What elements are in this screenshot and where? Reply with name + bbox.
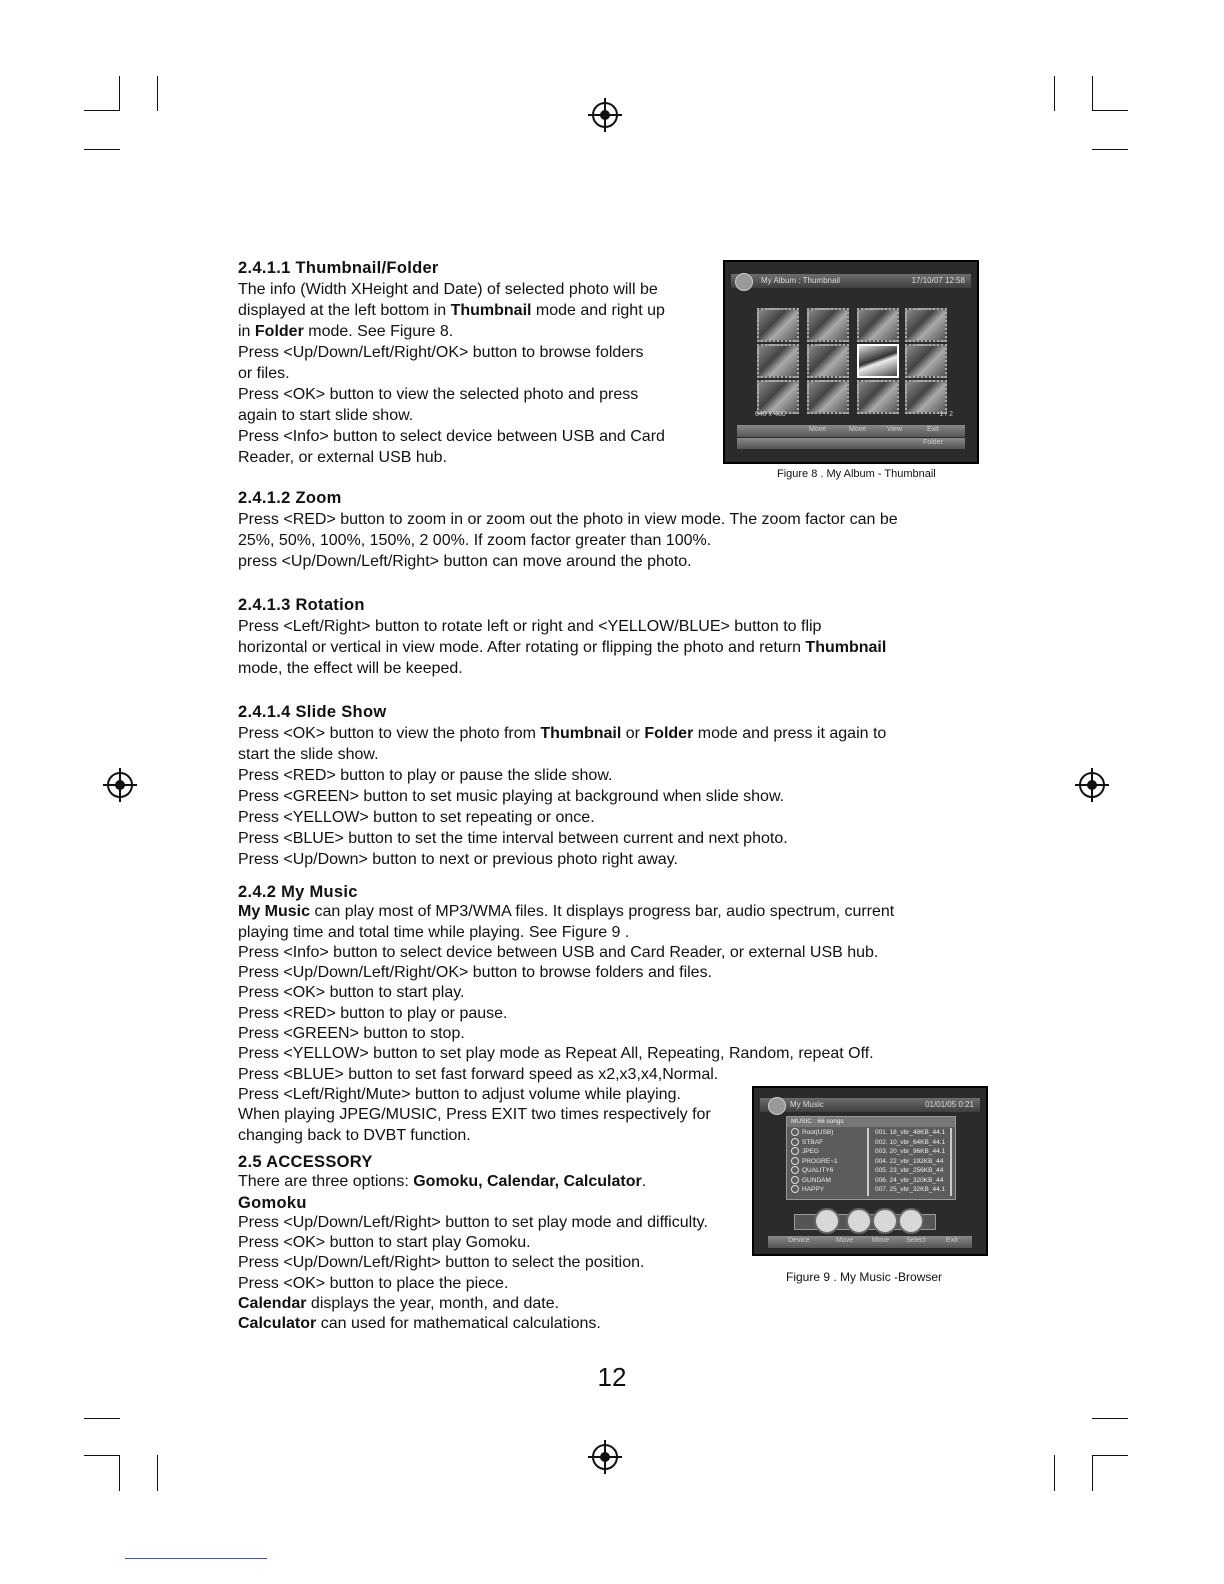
photo-thumbnail[interactable] — [757, 344, 799, 378]
crop-mark — [157, 1455, 158, 1491]
folder-button[interactable]: Folder — [923, 439, 943, 446]
crop-mark — [84, 1455, 120, 1456]
text-line: Press <Info> button to select device between USB and Card Reader, or external USB hub. — [238, 943, 879, 961]
crop-mark — [1092, 149, 1128, 150]
music-title-bar: My Music 01/01/05 0:21 — [760, 1098, 980, 1112]
file-list — [875, 1128, 947, 1195]
crop-mark — [84, 149, 120, 150]
crop-mark — [119, 76, 120, 111]
figure-9-music-browser — [752, 1086, 988, 1256]
folder-icon — [791, 1138, 799, 1146]
section-heading: 2.4.1.1 Thumbnail/Folder — [238, 259, 439, 277]
select-button[interactable]: Select — [906, 1237, 926, 1244]
text-line: Press <RED> button to zoom in or zoom out the photo in view mode. The zoom factor can be — [238, 511, 898, 528]
folder-icon — [791, 1185, 799, 1193]
text-line: Press <YELLOW> button to set repeating or once. — [238, 809, 595, 826]
music-list-header: MUSIC : 66 songs — [787, 1117, 955, 1127]
text-line: Calculator can used for mathematical calculations. — [238, 1315, 601, 1333]
move-button[interactable]: Move — [809, 426, 827, 433]
photo-size: 640 x 480 — [755, 411, 786, 418]
text-line: Press <Info> button to select device between USB and Card — [238, 428, 665, 445]
text-line: Press <GREEN> button to stop. — [238, 1025, 465, 1043]
photo-thumbnail[interactable] — [807, 308, 849, 342]
photo-thumbnail[interactable] — [757, 380, 799, 414]
file-item[interactable]: 002. 10_vbr_64KB_44.1 — [875, 1138, 946, 1146]
pause-button[interactable] — [846, 1208, 872, 1234]
text-line: Press <Up/Down/Left/Right/OK> button to browse folders — [238, 344, 644, 361]
photo-thumbnail[interactable] — [807, 380, 849, 414]
figure-8-album-thumbnail — [723, 260, 979, 464]
file-item[interactable]: 003. 20_vbr_96KB_44.1 — [875, 1148, 946, 1155]
text-line: mode, the effect will be keeped. — [238, 660, 463, 677]
text-line: changing back to DVBT function. — [238, 1126, 471, 1144]
music-list-panel — [786, 1116, 956, 1200]
photo-thumbnail[interactable] — [905, 380, 947, 414]
text-line: Press <GREEN> button to set music playing at background when slide show. — [238, 788, 785, 805]
text-line: My Music can play most of MP3/WMA files. It displays progress bar, audio spectrum, current — [238, 903, 895, 921]
crop-mark — [1092, 1418, 1128, 1419]
text-line: in Folder mode. See Figure 8. — [238, 323, 454, 340]
page-indicator: 1 / 2 — [939, 411, 953, 418]
text-line: Press <BLUE> button to set the time interval between current and next photo. — [238, 830, 788, 847]
gomoku-title: Gomoku — [238, 1193, 307, 1212]
text-line: Press <Left/Right> button to rotate left or right and <YELLOW/BLUE> button to flip — [238, 618, 822, 635]
text-line: playing time and total time while playing. See Figure 9 . — [238, 923, 630, 941]
section-slide-show — [238, 702, 886, 870]
photo-thumbnail[interactable] — [757, 308, 799, 342]
photo-thumbnail[interactable] — [807, 344, 849, 378]
play-button[interactable] — [814, 1208, 840, 1234]
text-line: Press <OK> button to view the photo from Thumbnail or Folder mode and press it again to — [238, 725, 887, 742]
section-heading: 2.5 ACCESSORY — [238, 1153, 373, 1171]
move-button[interactable]: Move — [872, 1237, 890, 1244]
exit-button[interactable]: Exit — [946, 1237, 958, 1244]
exit-button[interactable]: Exit — [927, 426, 939, 433]
photo-thumbnail[interactable] — [905, 308, 947, 342]
text-line: 25%, 50%, 100%, 150%, 2 00%. If zoom factor greater than 100%. — [238, 532, 712, 549]
page-number: 12 — [597, 1362, 627, 1392]
file-item[interactable]: 004. 22_vbr_192KB_44 — [875, 1157, 944, 1165]
file-item[interactable]: 005. 23_vbr_256KB_44 — [875, 1167, 944, 1174]
folder-icon — [791, 1166, 799, 1174]
text-line: Press <Up/Down/Left/Right/OK> button to browse folders and files. — [238, 964, 713, 982]
crop-mark — [84, 110, 120, 111]
device-button[interactable]: Device — [788, 1237, 810, 1244]
folder-item[interactable]: QUALITY6 — [791, 1166, 865, 1176]
text-line: The info (Width XHeight and Date) of selected photo will be — [238, 281, 658, 298]
music-button-bar — [768, 1236, 972, 1248]
registration-mark-icon — [1075, 768, 1109, 802]
crop-mark — [1092, 76, 1093, 111]
text-line: Press <OK> button to start play Gomoku. — [238, 1234, 531, 1252]
section-heading: 2.4.1.3 Rotation — [238, 596, 365, 614]
text-line: Press <RED> button to play or pause the slide show. — [238, 767, 613, 784]
stop-button[interactable] — [872, 1208, 898, 1234]
move-button[interactable]: Move — [836, 1237, 854, 1244]
folder-item[interactable]: Root(USB) — [791, 1128, 865, 1138]
crop-mark — [119, 1455, 120, 1491]
text-line: again to start slide show. — [238, 407, 414, 424]
text-line: displayed at the left bottom in Thumbnail mode and right up — [238, 302, 665, 319]
text-line: Press <Left/Right/Mute> button to adjust volume while playing. — [238, 1085, 681, 1103]
crop-mark — [1092, 1455, 1128, 1456]
folder-item[interactable]: STBAF — [791, 1138, 865, 1148]
figure-9-caption: Figure 9 . My Music -Browser — [786, 1270, 943, 1284]
photo-thumbnail[interactable] — [905, 344, 947, 378]
view-button[interactable]: View — [887, 426, 903, 433]
section-accessory — [238, 1152, 708, 1335]
folder-item[interactable]: JPEG — [791, 1147, 865, 1157]
album-title-bar: My Album : Thumbnail 17/10/07 12:58 — [731, 274, 971, 288]
text-line: Press <Up/Down/Left/Right> button to select the position. — [238, 1254, 645, 1272]
text-line: or files. — [238, 365, 290, 382]
photo-thumbnail-selected[interactable] — [857, 344, 899, 378]
text-line: Reader, or external USB hub. — [238, 449, 448, 466]
photo-thumbnail[interactable] — [857, 308, 899, 342]
folder-item[interactable]: GUNDAM — [791, 1176, 865, 1186]
file-item[interactable]: 006. 24_vbr_320KB_44 — [875, 1176, 944, 1184]
section-zoom — [238, 488, 898, 572]
text-line: Press <BLUE> button to set fast forward speed as x2,x3,x4,Normal. — [238, 1065, 719, 1083]
section-thumbnail-folder — [238, 258, 665, 468]
file-item[interactable]: 007. 25_vbr_32KB_44.1 — [875, 1186, 946, 1193]
album-folder-bar — [737, 438, 965, 449]
text-line: There are three options: Gomoku, Calendar, Calculator. — [238, 1173, 647, 1191]
text-line: Press <OK> button to place the piece. — [238, 1274, 509, 1292]
figure-8-caption: Figure 8 . My Album - Thumbnail — [777, 468, 936, 480]
music-logo-icon — [768, 1097, 786, 1115]
album-button-bar — [737, 425, 965, 437]
folder-icon — [791, 1147, 799, 1155]
text-line: When playing JPEG/MUSIC, Press EXIT two times respectively for — [238, 1106, 711, 1124]
move-button[interactable]: Move — [849, 426, 867, 433]
section-heading: 2.4.1.4 Slide Show — [238, 703, 387, 721]
crop-mark — [1092, 1455, 1093, 1491]
crop-mark — [84, 1418, 120, 1419]
text-line: Press <OK> button to start play. — [238, 984, 465, 1002]
registration-mark-icon — [588, 1440, 622, 1474]
album-logo-icon — [735, 273, 753, 291]
text-line: Press <Up/Down> button to next or previous photo right away. — [238, 851, 678, 868]
text-line: Press <RED> button to play or pause. — [238, 1004, 508, 1022]
crop-mark — [1054, 1455, 1055, 1491]
folder-icon — [791, 1157, 799, 1165]
text-line: Press <OK> button to view the selected photo and press — [238, 386, 639, 403]
section-heading: 2.4.1.2 Zoom — [238, 489, 342, 507]
divider — [125, 1558, 267, 1559]
section-rotation — [238, 595, 886, 679]
text-line: Calendar displays the year, month, and date. — [238, 1295, 560, 1313]
crop-mark — [157, 76, 158, 111]
crop-mark — [1092, 110, 1128, 111]
folder-icon — [791, 1128, 799, 1136]
text-line: start the slide show. — [238, 746, 379, 763]
text-line: press <Up/Down/Left/Right> button can move around the photo. — [238, 553, 692, 570]
photo-thumbnail[interactable] — [857, 380, 899, 414]
crop-mark — [1054, 76, 1055, 111]
folder-list — [791, 1128, 865, 1195]
folder-item[interactable]: HAPPY — [791, 1185, 865, 1195]
registration-mark-icon — [588, 98, 622, 132]
section-heading: 2.4.2 My Music — [238, 883, 358, 901]
repeat-button[interactable] — [898, 1208, 924, 1234]
folder-icon — [791, 1176, 799, 1184]
text-line: horizontal or vertical in view mode. After rotating or flipping the photo and return Thumbnail — [238, 639, 887, 656]
folder-item[interactable]: PROGRE~1 — [791, 1157, 865, 1167]
registration-mark-icon — [103, 768, 137, 802]
text-line: Press <Up/Down/Left/Right> button to set play mode and difficulty. — [238, 1213, 708, 1231]
file-item[interactable]: 001. 18_vbr_48KB_44.1 — [875, 1129, 946, 1136]
text-line: Press <YELLOW> button to set play mode as Repeat All, Repeating, Random, repeat Off. — [238, 1045, 874, 1063]
